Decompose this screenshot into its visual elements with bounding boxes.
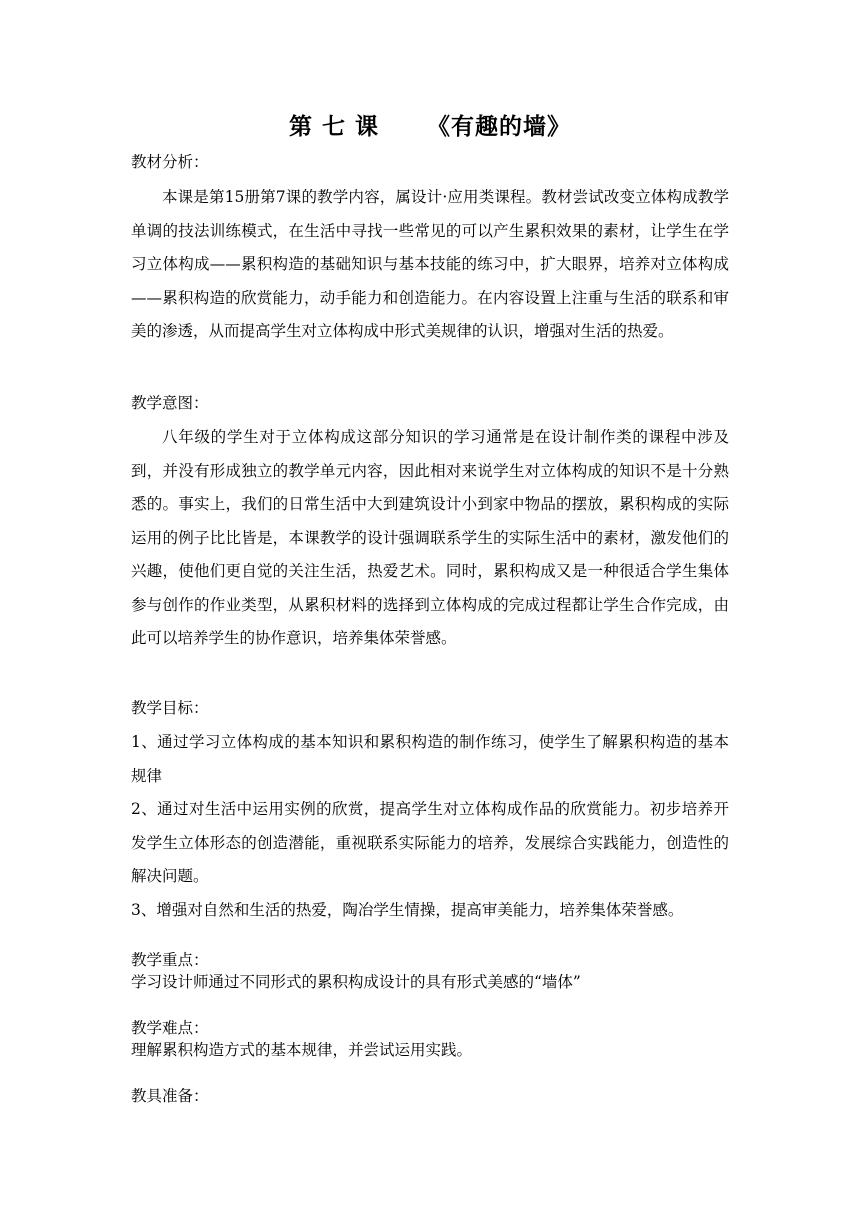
key-points-heading: 教学重点： [131,951,209,969]
goal-item-1: 1、通过学习立体构成的基本知识和累积构造的制作练习，使学生了解累积构造的基本规律 [131,733,729,785]
materials-heading: 教具准备： [131,1087,209,1105]
lesson-number: 第 七 课 [288,114,379,140]
goals-heading: 教学目标： [131,699,209,717]
intent-paragraph: 八年级的学生对于立体构成这部分知识的学习通常是在设计制作类的课程中涉及到，并没有形成独立的教学单元内容，因此相对来说学生对立体构成的知识不是十分熟悉的。事实上，我们的日常生活中大到建筑设计小到家中物品的摆放，累积构成的实际运用的例子比比皆是，本课教学的设计强调联系学生的实际生活中的素材，激发他们的兴趣，使他们更自觉的关注生活，热爱艺术。同时，累积构成又是一种很适合学生集体参与创作的作业类型，从累积材料的选择到立体构成的完成过程都让学生合作完成，由此可以培养学生的协作意识，培养集体荣誉感。 [131,428,729,647]
key-points-text: 学习设计师通过不同形式的累积构成设计的具有形式美感的“墙体” [131,973,581,991]
goals-list [131,726,729,927]
analysis-paragraph: 本课是第15册第7课的教学内容，属设计·应用类课程。教材尝试改变立体构成教学单调的技法训练模式，在生活中寻找一些常见的可以产生累积效果的素材，让学生在学习立体构成——累积构造的基础知识与基本技能的练习中，扩大眼界，培养对立体构成——累积构造的欣赏能力，动手能力和创造能力。在内容设置上注重与生活的联系和审美的渗透，从而提高学生对立体构成中形式美规律的认识，增强对生活的热爱。 [131,188,729,340]
difficulties-heading: 教学难点： [131,1019,209,1037]
goal-item-3: 3、增强对自然和生活的热爱，陶冶学生情操，提高审美能力，培养集体荣誉感。 [131,900,684,919]
lesson-name: 《有趣的墙》 [427,114,571,140]
intent-heading: 教学意图： [131,394,209,412]
difficulties-text: 理解累积构造方式的基本规律，并尝试运用实践。 [131,1041,473,1059]
goal-item-2: 2、通过对生活中运用实例的欣赏，提高学生对立体构成作品的欣赏能力。初步培养开发学生立体形态的创造潜能，重视联系实际能力的培养，发展综合实践能力，创造性的解决问题。 [131,800,729,885]
analysis-heading: 教材分析： [131,153,209,171]
page-title [0,108,860,141]
